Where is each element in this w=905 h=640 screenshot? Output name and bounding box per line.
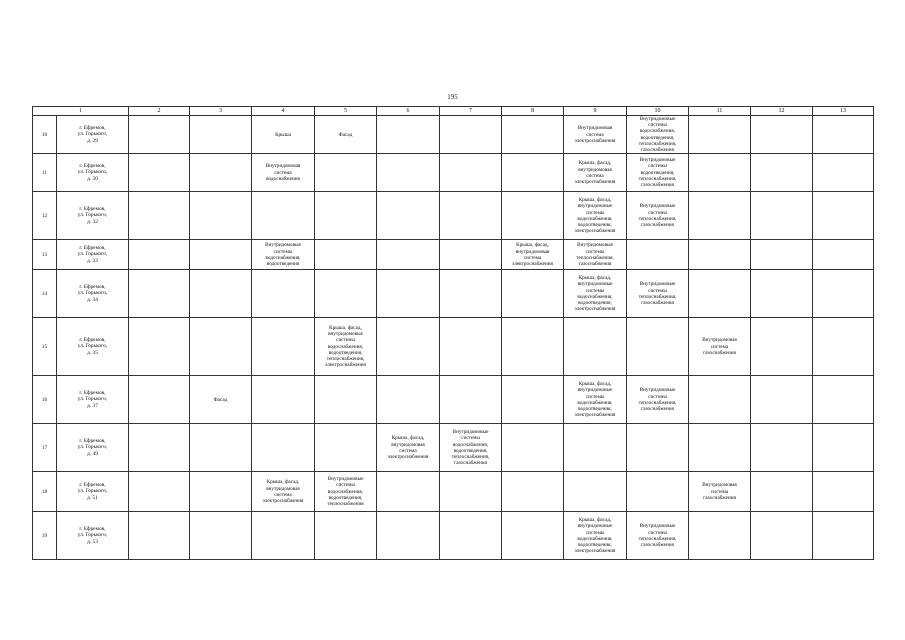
work-cell	[751, 512, 813, 560]
work-cell	[377, 512, 440, 560]
work-cell: Внутридомовые системы водоснабжения, водоотведения, теплоснабжения, газоснабжения	[627, 116, 689, 154]
address-cell: г. Ефремов, ул. Горького, д. 32	[57, 192, 129, 240]
table-row	[33, 192, 874, 240]
work-cell	[502, 154, 564, 192]
work-cell	[502, 192, 564, 240]
work-cell	[751, 376, 813, 424]
work-cell: Внутридомовая система водоснабжения	[252, 154, 315, 192]
work-cell	[440, 116, 502, 154]
work-cell	[689, 116, 751, 154]
work-cell	[440, 472, 502, 512]
work-cell	[564, 424, 627, 472]
address-cell: г. Ефремов, ул. Горького, д. 34	[57, 270, 129, 318]
work-cell	[377, 240, 440, 270]
work-cell	[813, 472, 874, 512]
work-cell: Крыша, фасад, внутридомовые системы водоснабжения, водоотведения, электроснабжения	[564, 376, 627, 424]
work-cell	[813, 512, 874, 560]
work-cell: Крыша, фасад, внутридомовые системы водоснабжения, водоотведения, теплоснабжения, электроснабжения	[315, 318, 377, 376]
work-cell	[315, 512, 377, 560]
work-cell	[252, 318, 315, 376]
work-cell	[377, 318, 440, 376]
work-cell: Внутридомовые системы теплоснабжения, газоснабжения	[627, 512, 689, 560]
work-cell	[689, 154, 751, 192]
work-cell	[129, 154, 190, 192]
work-cell	[502, 424, 564, 472]
work-cell: Крыша, фасад, внутридомовая система электроснабжения	[564, 154, 627, 192]
header-cell: 13	[813, 107, 874, 116]
table-row	[33, 512, 874, 560]
work-cell	[315, 154, 377, 192]
work-cell	[315, 240, 377, 270]
work-cell	[502, 512, 564, 560]
table-row	[33, 270, 874, 318]
work-cell	[440, 318, 502, 376]
work-cell	[440, 270, 502, 318]
work-cell	[813, 154, 874, 192]
work-cell	[440, 240, 502, 270]
work-cell	[751, 154, 813, 192]
work-cell: Внутридомовые системы теплоснабжения, газоснабжения	[627, 376, 689, 424]
address-cell: г. Ефремов, ул. Горького, д. 30	[57, 154, 129, 192]
work-cell	[813, 424, 874, 472]
table-row	[33, 240, 874, 270]
work-cell	[627, 240, 689, 270]
header-cell: 7	[440, 107, 502, 116]
work-cell: Внутридомовая система газоснабжения	[689, 318, 751, 376]
page-number: 195	[447, 93, 458, 101]
work-cell	[377, 270, 440, 318]
table-row	[33, 318, 874, 376]
header-cell: 11	[689, 107, 751, 116]
work-cell	[129, 240, 190, 270]
work-cell: Фасад	[190, 376, 252, 424]
row-number-cell: 12	[33, 192, 57, 240]
work-cell	[502, 376, 564, 424]
work-cell	[689, 240, 751, 270]
work-cell	[129, 116, 190, 154]
work-cell: Крыша	[252, 116, 315, 154]
table-row	[33, 376, 874, 424]
work-cell	[315, 192, 377, 240]
header-cell: 5	[315, 107, 377, 116]
table-body	[33, 107, 874, 560]
address-cell: г. Ефремов, ул. Горького, д. 53	[57, 512, 129, 560]
work-cell	[813, 116, 874, 154]
work-cell	[689, 512, 751, 560]
repair-schedule-table	[32, 106, 874, 560]
work-cell	[440, 192, 502, 240]
row-number-cell: 17	[33, 424, 57, 472]
work-cell	[751, 424, 813, 472]
work-cell	[315, 270, 377, 318]
work-cell	[440, 512, 502, 560]
work-cell	[129, 472, 190, 512]
address-cell: г. Ефремов, ул. Горького, д. 51	[57, 472, 129, 512]
work-cell	[502, 270, 564, 318]
address-cell: г. Ефремов, ул. Горького, д. 35	[57, 318, 129, 376]
address-cell: г. Ефремов, ул. Горького, д. 37	[57, 376, 129, 424]
work-cell	[689, 376, 751, 424]
header-cell: 12	[751, 107, 813, 116]
work-cell	[129, 376, 190, 424]
work-cell	[252, 376, 315, 424]
work-cell: Внутридомовые системы водоснабжения, водоотведения, теплоснабжения, газоснабжения	[440, 424, 502, 472]
work-cell	[813, 318, 874, 376]
work-cell	[751, 240, 813, 270]
work-cell	[377, 116, 440, 154]
work-cell	[190, 424, 252, 472]
table-row	[33, 424, 874, 472]
work-cell	[190, 240, 252, 270]
work-cell	[564, 318, 627, 376]
work-cell: Крыша, фасад, внутридомовая система электроснабжения	[377, 424, 440, 472]
work-cell	[502, 472, 564, 512]
work-cell	[502, 318, 564, 376]
work-cell	[689, 270, 751, 318]
work-cell: Фасад	[315, 116, 377, 154]
work-cell	[751, 192, 813, 240]
work-cell	[190, 472, 252, 512]
work-cell	[190, 270, 252, 318]
work-cell: Внутридомовые системы теплоснабжения, газоснабжения	[627, 192, 689, 240]
work-cell	[252, 192, 315, 240]
work-cell	[751, 116, 813, 154]
table-row	[33, 154, 874, 192]
work-cell	[190, 154, 252, 192]
header-cell: 2	[129, 107, 190, 116]
work-cell: Внутридомовые системы водоснабжения, водоотведения	[252, 240, 315, 270]
work-cell	[440, 376, 502, 424]
work-cell	[252, 512, 315, 560]
work-cell	[252, 424, 315, 472]
work-cell	[689, 424, 751, 472]
header-cell: 10	[627, 107, 689, 116]
header-cell: 9	[564, 107, 627, 116]
table-row	[33, 116, 874, 154]
row-number-cell: 13	[33, 240, 57, 270]
work-cell	[377, 376, 440, 424]
work-cell	[440, 154, 502, 192]
work-cell: Внутридомовые системы теплоснабжения, газоснабжения	[627, 270, 689, 318]
work-cell: Внутридомовая система газоснабжения	[689, 472, 751, 512]
work-cell: Крыша, фасад, внутридомовые системы водоснабжения, водоотведения, электроснабжения	[564, 270, 627, 318]
row-number-cell: 14	[33, 270, 57, 318]
header-cell: 3	[190, 107, 252, 116]
work-cell	[627, 318, 689, 376]
work-cell	[129, 318, 190, 376]
row-number-cell: 11	[33, 154, 57, 192]
address-cell: г. Ефремов, ул. Горького, д. 49	[57, 424, 129, 472]
row-number-cell: 19	[33, 512, 57, 560]
work-cell	[190, 116, 252, 154]
work-cell	[502, 116, 564, 154]
work-cell	[627, 472, 689, 512]
work-cell	[627, 424, 689, 472]
work-cell	[129, 192, 190, 240]
work-cell: Крыша, фасад, внутридомовая система электроснабжения	[252, 472, 315, 512]
header-row	[33, 107, 874, 116]
work-cell: Крыша, фасад, внутридомовые системы водоснабжения, водоотведения, электроснабжения	[564, 512, 627, 560]
work-cell: Внутридомовые системы водоотведения, теплоснабжения, газоснабжения	[627, 154, 689, 192]
work-cell: Внутридомовые системы теплоснабжения, газоснабжения	[564, 240, 627, 270]
row-number-cell: 18	[33, 472, 57, 512]
table-row	[33, 472, 874, 512]
work-cell	[315, 376, 377, 424]
row-number-cell: 16	[33, 376, 57, 424]
work-cell	[190, 192, 252, 240]
work-cell: Крыша, фасад, внутридомовые системы водоснабжения, водоотведения, электроснабжения	[564, 192, 627, 240]
work-cell	[751, 270, 813, 318]
work-cell	[564, 472, 627, 512]
work-cell	[813, 270, 874, 318]
work-cell	[252, 270, 315, 318]
work-cell	[129, 424, 190, 472]
work-cell	[129, 512, 190, 560]
address-cell: г. Ефремов, ул. Горького, д. 29	[57, 116, 129, 154]
work-cell: Внутридомовая система электроснабжения	[564, 116, 627, 154]
header-cell: 8	[502, 107, 564, 116]
address-cell: г. Ефремов, ул. Горького, д. 33	[57, 240, 129, 270]
row-number-cell: 10	[33, 116, 57, 154]
header-cell: 4	[252, 107, 315, 116]
work-cell	[190, 318, 252, 376]
work-cell	[689, 192, 751, 240]
work-cell	[751, 472, 813, 512]
work-cell: Внутридомовые системы водоснабжения, водоотведения, теплоснабжения	[315, 472, 377, 512]
work-cell	[129, 270, 190, 318]
work-cell	[751, 318, 813, 376]
work-cell	[190, 512, 252, 560]
work-cell	[813, 376, 874, 424]
header-cell: 6	[377, 107, 440, 116]
row-number-cell: 15	[33, 318, 57, 376]
work-cell	[315, 424, 377, 472]
work-cell	[377, 192, 440, 240]
header-cell: 1	[33, 107, 129, 116]
work-cell: Крыша, фасад, внутридомовая система электроснабжения	[502, 240, 564, 270]
work-cell	[813, 192, 874, 240]
work-cell	[377, 154, 440, 192]
work-cell	[813, 240, 874, 270]
work-cell	[377, 472, 440, 512]
